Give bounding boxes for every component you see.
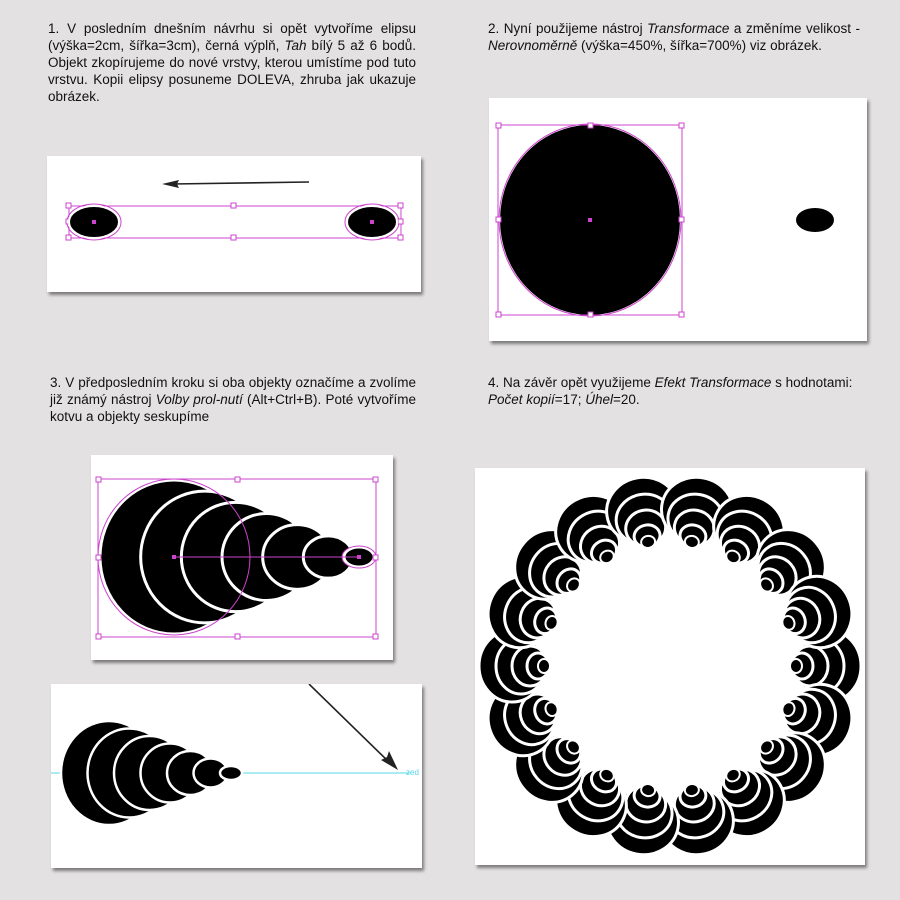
guide-label: zed [406,768,419,777]
step-2-nerovnomerne: Nerovnoměrně [488,38,578,53]
step-1-text-a: 1. V posledním dnešním návrhu si opět vytvoříme elipsu (výška=2cm, šířka=3cm), černá výplň, [48,21,416,53]
small-ellipse [796,208,834,232]
figure-5-rosette-result [475,468,865,865]
figure-3-blend-selected [91,455,393,660]
step-4-text [488,374,860,408]
rosette-petals [478,472,862,861]
figure-1-ellipse-copy [47,156,421,292]
step-1-text [48,20,416,105]
step-3-text [50,374,416,425]
figure-2-transform-scale [489,98,867,341]
step-1-text-b: bílý 5 až 6 bodů. Objekt zkopírujeme do nové vrstvy, kterou umístíme pod tuto vrstvu. Kopii elipsy posuneme DOLEVA, zhruba jak ukazuje obrázek. [48,38,416,104]
step-4-pocet: Počet kopií [488,392,555,407]
step-4-text-d: =20. [612,392,640,407]
step-2-text-b: a změníme velikost - [729,21,860,36]
step-3-volby: Volby prol-nutí [155,392,243,407]
step-3-text-a: 3. V předposledním kroku si oba objekty označíme a zvolíme již známý nástroj [50,375,416,407]
step-2-transformace: Transformace [647,21,730,36]
diagonal-arrow [309,684,398,770]
step-4-text-b: s hodnotami: [771,375,853,390]
step-4-uhel: Úhel [585,392,613,407]
step-2-text-a: 2. Nyní použijeme nástroj [488,21,648,36]
left-arrow [162,180,309,188]
blend-step-ellipse [220,766,242,780]
step-4-efekt: Efekt Transformace [654,375,772,390]
step-3-text-b: (Alt+Ctrl+B). Poté vytvoříme kotvu a objekty seskupíme [50,392,417,424]
step-2-text-c: (výška=450%, šířka=700%) viz obrázek. [577,38,822,53]
step-1-tah: Tah [284,38,307,53]
figure-4-blend-anchor [51,684,422,868]
step-4-text-c: =17; [554,392,586,407]
blend-ellipses [61,721,242,825]
step-4-text-a: 4. Na závěr opět využijeme [488,375,655,390]
step-2-text [488,20,860,54]
